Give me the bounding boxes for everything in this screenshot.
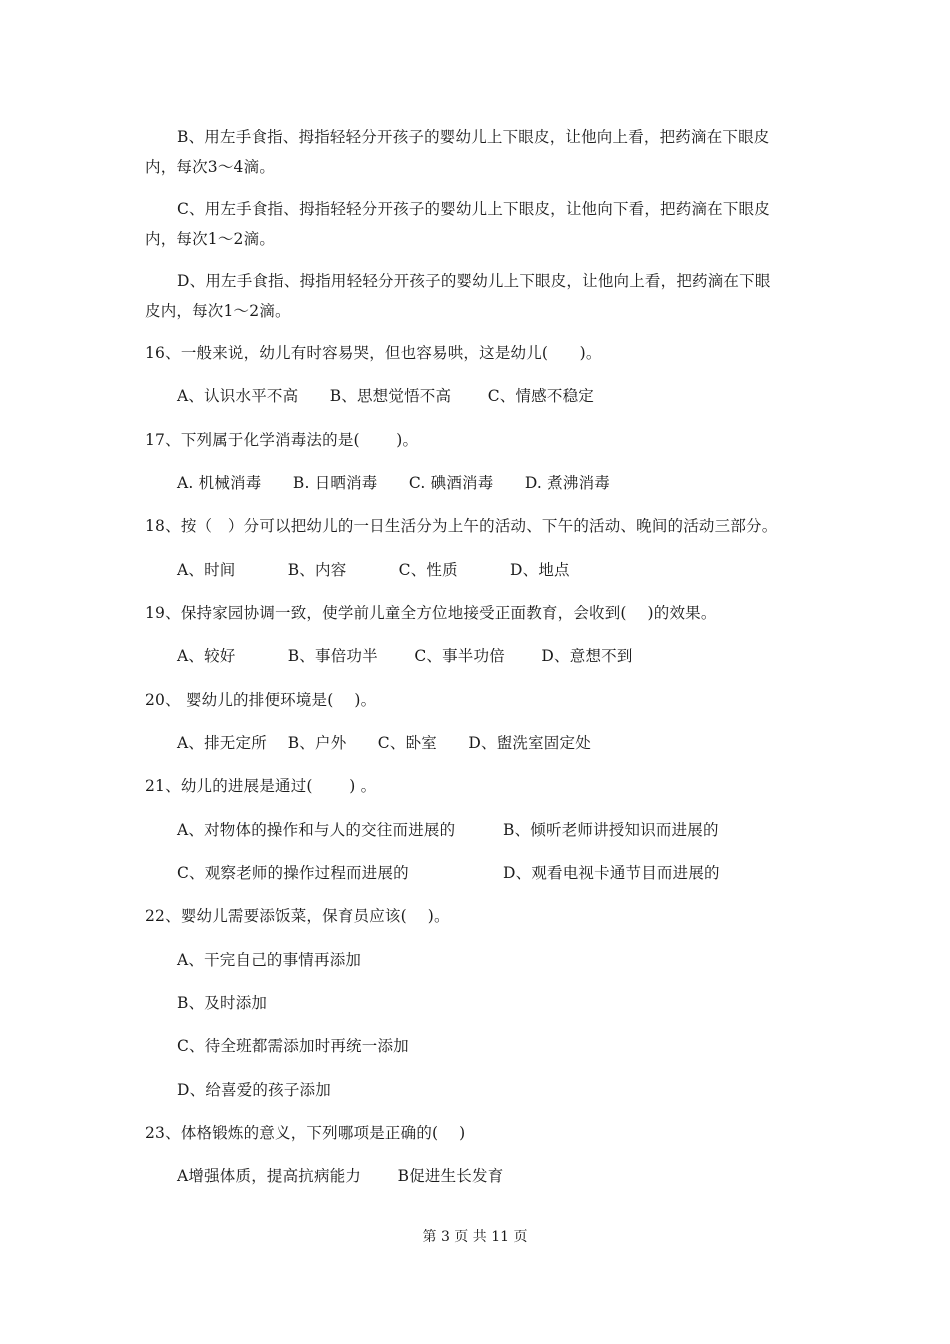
question-22-option-d: D、给喜爱的孩子添加 [177, 1081, 331, 1099]
question-21-option-d: D、观看电视卡通节目而进展的 [503, 864, 720, 882]
question-17-options: A. 机械消毒 B. 日晒消毒 C. 碘酒消毒 D. 煮沸消毒 [177, 474, 610, 492]
question-21-option-b: B、倾听老师讲授知识而进展的 [503, 821, 719, 839]
question-21: 21、幼儿的进展是通过( ) 。 [145, 777, 377, 795]
question-22: 22、婴幼儿需要添饭菜，保育员应该( )。 [145, 907, 450, 925]
question-22-option-b: B、及时添加 [177, 994, 268, 1012]
question-23: 23、体格锻炼的意义，下列哪项是正确的( ) [145, 1124, 466, 1142]
question-16-options: A、认识水平不高 B、思想觉悟不高 C、情感不稳定 [177, 387, 594, 405]
q15-option-d-line1: D、用左手食指、拇指用轻轻分开孩子的婴幼儿上下眼皮，让他向上看，把药滴在下眼 [177, 272, 771, 290]
question-23-options: A增强体质，提高抗病能力 B促进生长发育 [177, 1167, 504, 1185]
question-18: 18、按（ ）分可以把幼儿的一日生活分为上午的活动、下午的活动、晚间的活动三部分。 [145, 517, 778, 535]
question-22-option-a: A、干完自己的事情再添加 [177, 951, 362, 969]
question-16: 16、一般来说，幼儿有时容易哭，但也容易哄，这是幼儿( )。 [145, 344, 602, 362]
q15-option-d-line2: 皮内，每次1～2滴。 [145, 302, 291, 320]
question-21-option-a: A、对物体的操作和与人的交往而进展的 [177, 821, 456, 839]
question-19-options: A、较好 B、事倍功半 C、事半功倍 D、意想不到 [177, 647, 633, 665]
question-18-options: A、时间 B、内容 C、性质 D、地点 [177, 561, 570, 579]
question-19: 19、保持家园协调一致，使学前儿童全方位地接受正面教育，会收到( )的效果。 [145, 604, 717, 622]
q15-option-b-line1: B、用左手食指、拇指轻轻分开孩子的婴幼儿上下眼皮，让他向上看，把药滴在下眼皮 [177, 128, 770, 146]
question-17: 17、下列属于化学消毒法的是( )。 [145, 431, 419, 449]
q15-option-b-line2: 内，每次3～4滴。 [145, 158, 276, 176]
question-22-option-c: C、待全班都需添加时再统一添加 [177, 1037, 409, 1055]
question-20-options: A、排无定所 B、户外 C、卧室 D、盥洗室固定处 [177, 734, 591, 752]
question-20: 20、 婴幼儿的排便环境是( )。 [145, 691, 377, 709]
page-footer: 第 3 页 共 11 页 [422, 1229, 528, 1245]
q15-option-c-line2: 内，每次1～2滴。 [145, 230, 276, 248]
question-21-option-c: C、观察老师的操作过程而进展的 [177, 864, 409, 882]
q15-option-c-line1: C、用左手食指、拇指轻轻分开孩子的婴幼儿上下眼皮，让他向下看，把药滴在下眼皮 [177, 200, 770, 218]
